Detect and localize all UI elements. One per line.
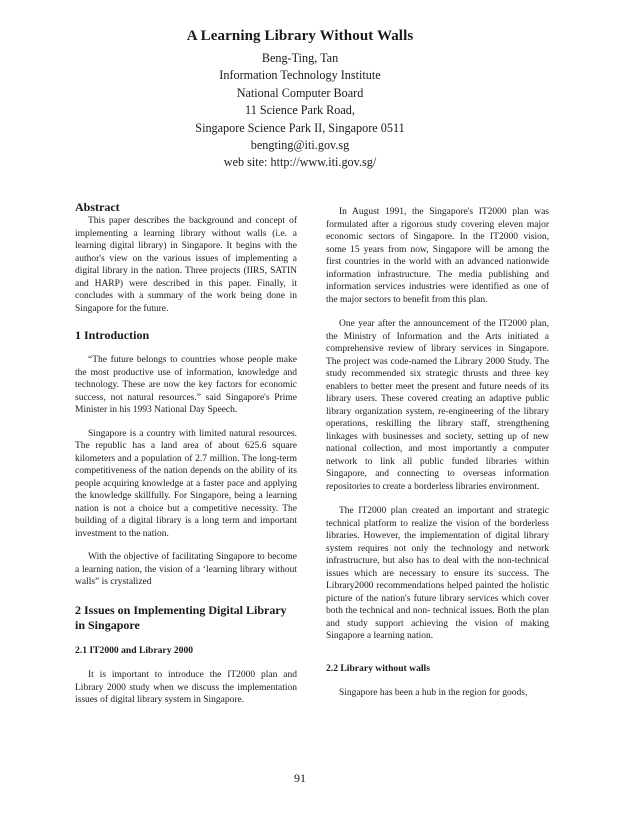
right-paragraph-3: The IT2000 plan created an important and strategic technical platform to realize the vision of the borderless libraries. However, the implementation of digital library system requires not only the technology and network infrastructure, but also has to deal with the non-technical issues which are necessary to ensure its success. The Library2000 recommendations helped painted the holistic picture of the nation's future library services which cover both the technical and non- technical issues. Both the plan and study support achieving the vision of making Singapore a learning nation.	[326, 506, 549, 641]
author-address-street: 11 Science Park Road,	[245, 103, 355, 118]
subsection-2-1-heading: 2.1 IT2000 and Library 2000	[75, 644, 194, 656]
author-address-city: Singapore Science Park II, Singapore 0511	[195, 120, 405, 135]
right-column	[326, 206, 549, 700]
author-affiliation-board: National Computer Board	[236, 85, 364, 100]
introduction-heading: 1 Introduction	[75, 328, 150, 342]
subsection-2-1-paragraph: It is important to introduce the IT2000 plan and Library 2000 study when we discuss the implementation issues of digital library system in Singapore.	[75, 670, 297, 705]
paper-title: A Learning Library Without Walls	[186, 28, 414, 44]
section-2-heading: 2 Issues on Implementing Digital Library in Singapore	[75, 602, 287, 632]
introduction-paragraph-3: With the objective of facilitating Singapore to become a learning nation, the vision of a ‘learning library without walls” is crystalized	[75, 552, 297, 587]
author-email: bengting@iti.gov.sg	[250, 138, 350, 153]
right-paragraph-2: One year after the announcement of the IT2000 plan, the Ministry of Information and the Arts initiated a comprehensive review of library services in Singapore. The project was code-named the Library 2000 Study. The study recommended six strategic thrusts and three key enablers to better meet the present and future needs of its library users. These covered creating an adaptive public library organization system, re-engineering of the library operations, reskilling the library staff, strengthening linkages with businesses and society, setting up of new national collection, and most importantly a computer network to link all public funded libraries within Singapore, and connecting to overseas information repositories to create a borderless libraries environment.	[326, 319, 549, 492]
paper-header	[0, 27, 600, 172]
author-name: Beng-Ting, Tan	[261, 51, 339, 65]
page-number: 91	[294, 771, 306, 785]
right-paragraph-4: Singapore has been a hub in the region for goods,	[339, 688, 528, 698]
author-website: web site: http://www.iti.gov.sg/	[223, 155, 377, 170]
introduction-paragraph-1: “The future belongs to countries whose people make the most productive use of information, knowledge and technology. These are now the key factors for economic success, not natural resources.” said Singapore's Prime Minister in his 1993 National Day Speech.	[75, 355, 297, 415]
subsection-2-2-heading: 2.2 Library without walls	[326, 662, 430, 674]
abstract-heading: Abstract	[75, 200, 120, 214]
abstract-text: This paper describes the background and concept of implementing a learning library without walls (i.e. a learning digital library) in Singapore. It begins with the author's view on the various issues of implementing a digital library in the nation. Three projects (IIRS, SATIN and HARP) were described in this paper. Finally, it concludes with a summary of the work being done in Singapore for the future.	[75, 216, 297, 314]
right-paragraph-1: In August 1991, the Singapore's IT2000 plan was formulated after a rigorous study covering eleven major economic sectors of Singapore. In the IT2000 vision, some 15 years from now, Singapore will be among the first countries in the world with an advanced nationwide information infrastructure. The media publishing and information services industries were identified as one of the major sectors to benefit from this plan.	[326, 207, 549, 305]
left-column	[75, 200, 297, 707]
introduction-paragraph-2: Singapore is a country with limited natural resources. The republic has a land area of about 625.6 square kilometers and a population of 2.7 million. The long-term competitiveness of the nation depends on the ability of its people acquiring knowledge at a faster pace and applying the knowledge skillfully. For Singapore, being a learning nation is not a choice but a competitive necessity. The building of a digital library is a long term and important investment to the nation.	[75, 428, 297, 539]
author-affiliation-institute: Information Technology Institute	[219, 68, 381, 83]
